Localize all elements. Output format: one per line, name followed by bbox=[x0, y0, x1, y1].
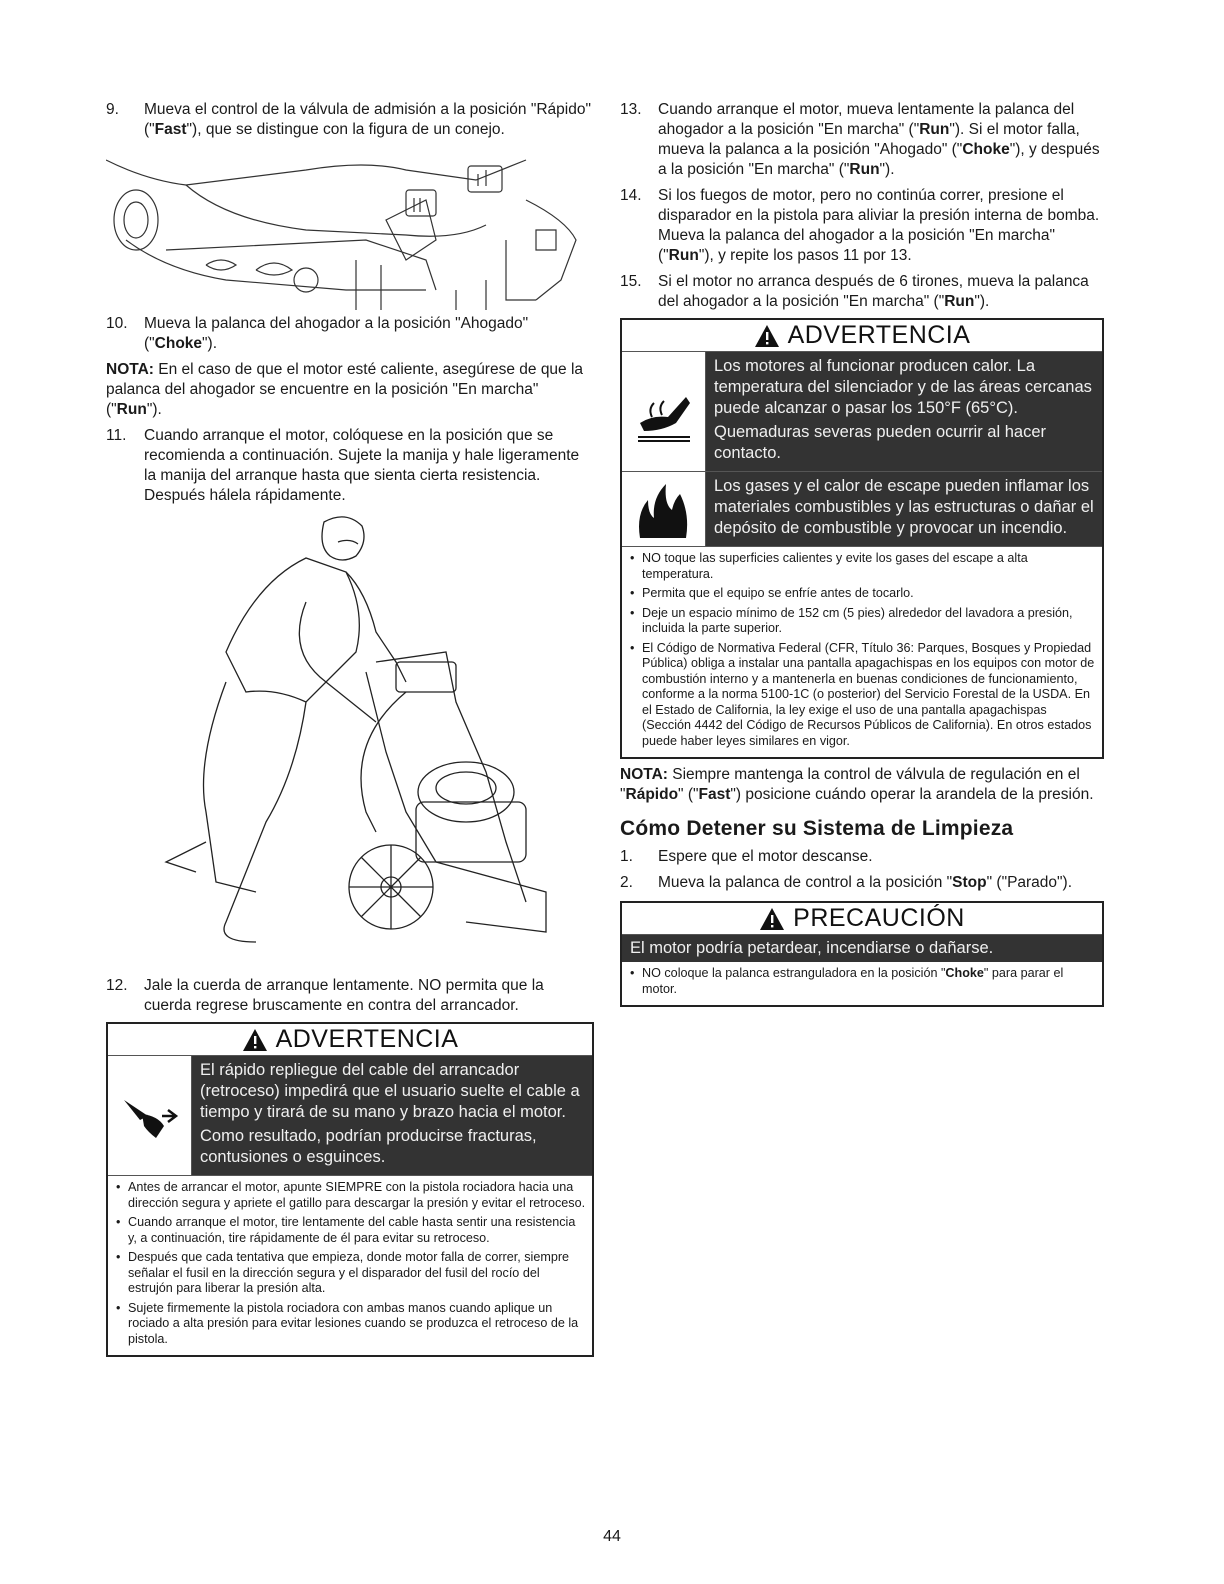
warning-bullets bbox=[622, 547, 1102, 757]
warning-triangle-icon bbox=[242, 1028, 268, 1052]
warning-header bbox=[108, 1024, 592, 1056]
list-item: • Sujete firmemente la pistola rociadora con ambas manos cuando aplique un rociado a alta presión para evitar lesiones cuando se produzca el retroceso de la pistola. bbox=[114, 1301, 586, 1348]
caution-title: PRECAUCIÓN bbox=[793, 904, 965, 932]
step-number: 9. bbox=[106, 101, 119, 118]
kickback-warning-box bbox=[106, 1022, 594, 1357]
warning-row bbox=[622, 352, 1102, 472]
step-number: 15. bbox=[620, 273, 642, 290]
warning-title: ADVERTENCIA bbox=[787, 321, 971, 349]
warning-dark-text: El rápido repliegue del cable del arrancador (retroceso) impedirá que el usuario suelte el cable a tiempo y tirará de su mano y brazo hacia el motor. Como resultado, podrían producirse fracturas, contusiones o esguinces. bbox=[192, 1056, 592, 1175]
stop-step-2: 2. Mueva la palanca de control a la posición "Stop" ("Parado"). bbox=[620, 874, 1073, 891]
step-number: 12. bbox=[106, 977, 128, 994]
step-15: 15. Si el motor no arranca después de 6 tirones, mueva la palanca del ahogador a la posición "En marcha" ("Run"). bbox=[620, 273, 1089, 310]
note-paragraph: NOTA: Siempre mantenga la control de válvula de regulación en el "Rápido" ("Fast") posicione cuándo operar la arandela de la presión. bbox=[620, 766, 1094, 803]
step-number: 13. bbox=[620, 101, 642, 118]
warning-triangle-icon bbox=[754, 324, 780, 348]
list-item: • Después que cada tentativa que empieza, donde motor falla de correr, siempre señalar el fusil en la dirección segura y el disparador del fusil del rocío del estrujón para liberar la presión alta. bbox=[114, 1250, 586, 1297]
list-item: • Cuando arranque el motor, tire lentamente del cable hasta sentir una resistencia y, a continuación, tire rápidamente de él para evitar su retroceso. bbox=[114, 1215, 586, 1246]
step-13: 13. Cuando arranque el motor, mueva lentamente la palanca del ahogador a la posición "En marcha" ("Run"). Si el motor falla, mueva la palanca a la posición "Ahogado" ("Choke"), y después a la posición "En marcha" ("Run"). bbox=[620, 101, 1100, 178]
list-item: • Deje un espacio mínimo de 152 cm (5 pies) alrededor del lavadora a presión, incluida la parte superior. bbox=[628, 606, 1096, 637]
fire-icon bbox=[622, 472, 706, 546]
hot-surface-icon bbox=[622, 352, 706, 471]
left-column bbox=[106, 100, 594, 1357]
section-title: Cómo Detener su Sistema de Limpieza bbox=[620, 817, 1014, 840]
step-number: 2. bbox=[620, 874, 633, 891]
throttle-control-illustration bbox=[106, 140, 594, 310]
step-9: 9. Mueva el control de la válvula de admisión a la posición "Rápido" ("Fast"), que se distingue con la figura de un conejo. bbox=[106, 101, 591, 138]
caution-bullets bbox=[622, 962, 1102, 1005]
recoil-hazard-icon bbox=[108, 1056, 192, 1175]
list-item: • Permita que el equipo se enfríe antes de tocarlo. bbox=[628, 586, 1096, 602]
warning-dark-text: Los gases y el calor de escape pueden inflamar los materiales combustibles y las estructuras o dañar el depósito de combustible y provocar un incendio. bbox=[706, 472, 1102, 546]
warning-row bbox=[108, 1056, 592, 1176]
caution-box bbox=[620, 901, 1104, 1007]
list-item: • NO coloque la palanca estranguladora en la posición "Choke" para parar el motor. bbox=[628, 966, 1096, 997]
warning-triangle-icon bbox=[759, 907, 785, 931]
step-number: 14. bbox=[620, 187, 642, 204]
step-10: 10. Mueva la palanca del ahogador a la posición "Ahogado" ("Choke"). bbox=[106, 315, 529, 352]
warning-header bbox=[622, 320, 1102, 352]
stop-step-1: 1. Espere que el motor descanse. bbox=[620, 848, 873, 865]
right-column bbox=[620, 100, 1104, 1007]
caution-dark-text: El motor podría petardear, incendiarse o dañarse. bbox=[622, 935, 1102, 962]
step-11: 11. Cuando arranque el motor, colóquese en la posición que se recomienda a continuación. Sujete la manija y hale ligeramente la manija del arranque hasta que sienta cierta resistencia. Después hálela rápidamente. bbox=[106, 427, 580, 504]
warning-bullets bbox=[108, 1176, 592, 1355]
note-paragraph: NOTA: En el caso de que el motor esté caliente, asegúrese de que la palanca del ahogador se encuentre en la posición "En marcha" ("Run"). bbox=[106, 361, 584, 418]
step-14: 14. Si los fuegos de motor, pero no continúa correr, presione el disparador en la pistola para aliviar la presión interna de bomba. Mueva la palanca del ahogador a la posición "En marcha" ("Run"), y repite los pasos 11 por 13. bbox=[620, 187, 1100, 264]
warning-title: ADVERTENCIA bbox=[275, 1025, 459, 1053]
heat-exhaust-warning-box bbox=[620, 318, 1104, 759]
step-number: 11. bbox=[106, 427, 127, 444]
step-number: 1. bbox=[620, 848, 633, 865]
page-number: 44 bbox=[603, 1528, 621, 1545]
list-item: • El Código de Normativa Federal (CFR, Título 36: Parques, Bosques y Propiedad Pública) obliga a instalar una pantalla apagachispas en los equipos con motor de combustión interno y a mantenerla en buenas condiciones de funcionamiento, conforme a la norma 5100-1C (o posterior) del Servicio Forestal de la USDA. En el Estado de California, la ley exige el uso de una pantalla apagachispas (Sección 4442 del Código de Recursos Públicos de California). En otros estados puede haber leyes similares en vigor. bbox=[628, 641, 1096, 750]
warning-dark-text: Los motores al funcionar producen calor. La temperatura del silenciador y de las áreas cercanas puede alcanzar o pasar los 150°F (65°C). Quemaduras severas pueden ocurrir al hacer contacto. bbox=[706, 352, 1102, 471]
step-12: 12. Jale la cuerda de arranque lentamente. NO permita que la cuerda regrese bruscamente en contra del arrancador. bbox=[106, 977, 544, 1014]
list-item: • Antes de arrancar el motor, apunte SIEMPRE con la pistola rociadora hacia una dirección segura y apriete el gatillo para descargar la presión y evitar el retroceso. bbox=[114, 1180, 586, 1211]
caution-header bbox=[622, 903, 1102, 935]
step-number: 10. bbox=[106, 315, 128, 332]
warning-row bbox=[622, 472, 1102, 547]
list-item: • NO toque las superficies calientes y evite los gases del escape a alta temperatura. bbox=[628, 551, 1096, 582]
starting-position-illustration bbox=[106, 512, 594, 972]
